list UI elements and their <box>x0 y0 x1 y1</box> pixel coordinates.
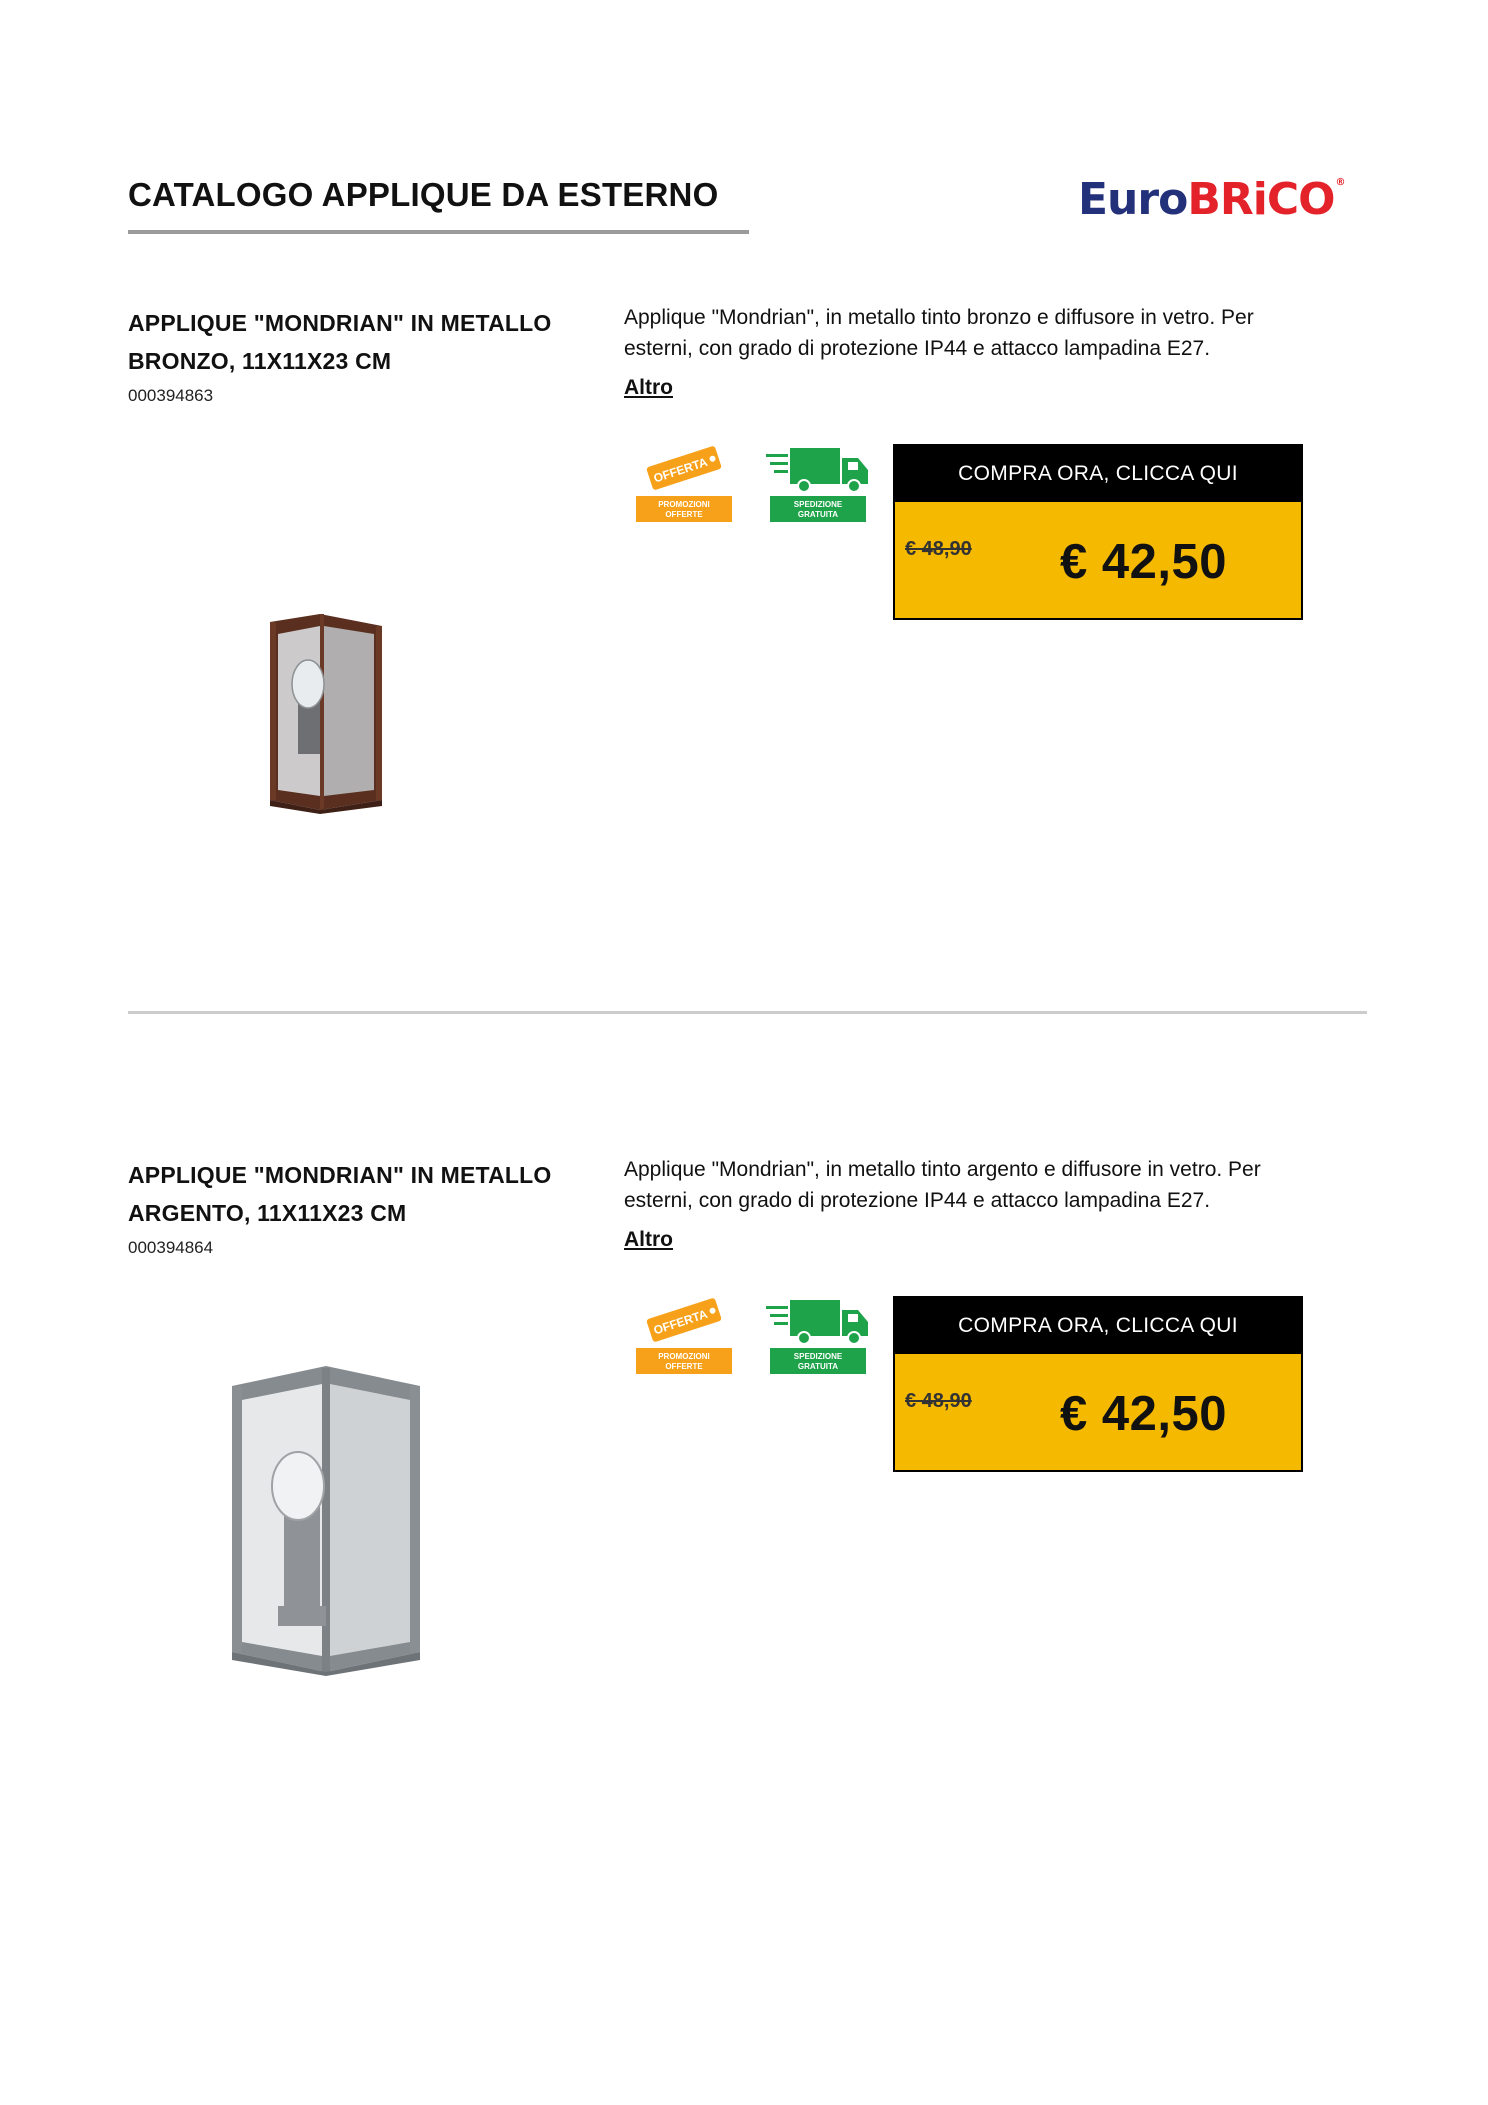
buy-now-label: COMPRA ORA, CLICCA QUI <box>895 446 1301 502</box>
new-price: € 42,50 <box>1060 535 1227 589</box>
product-name-line: APPLIQUE "MONDRIAN" IN METALLO <box>128 310 552 336</box>
buy-now-label: COMPRA ORA, CLICCA QUI <box>895 1298 1301 1354</box>
buy-now-button[interactable] <box>893 444 1303 620</box>
product-description <box>624 302 1324 364</box>
offer-badge-line1: PROMOZIONI <box>658 1352 710 1361</box>
offer-badge-line1: PROMOZIONI <box>658 500 710 509</box>
product-code: 000394863 <box>128 386 214 405</box>
product-code: 000394864 <box>128 1238 214 1257</box>
offer-badge-line2: OFFERTE <box>665 510 703 519</box>
more-link[interactable]: Altro <box>624 376 673 399</box>
product-card <box>0 304 1488 1004</box>
new-price: € 42,50 <box>1060 1387 1227 1441</box>
more-link[interactable]: Altro <box>624 1228 673 1251</box>
product-card <box>0 1156 1488 1856</box>
old-price: € 48,90 <box>905 1390 972 1412</box>
product-description <box>624 1154 1324 1216</box>
product-name <box>128 304 598 380</box>
eurobrico-logo <box>1078 174 1345 225</box>
ship-badge-line2: GRATUITA <box>797 1362 839 1371</box>
offer-badge-label: OFFERTA <box>651 454 710 486</box>
free-shipping-badge-icon <box>766 1296 870 1376</box>
logo-text-euro: Euro <box>1078 174 1188 225</box>
silver-wall-lamp-image <box>228 1356 424 1676</box>
product-name-line: BRONZO, 11X11X23 CM <box>128 348 392 374</box>
page-title: CATALOGO APPLIQUE DA ESTERNO <box>128 176 719 213</box>
product-name-line: ARGENTO, 11X11X23 CM <box>128 1200 407 1226</box>
description-line: esterni, con grado di protezione IP44 e attacco lampadina E27. <box>624 337 1211 360</box>
product-name <box>128 1156 598 1232</box>
offer-badge-icon <box>634 444 734 524</box>
section-divider <box>128 1011 1367 1014</box>
old-price: € 48,90 <box>905 538 972 560</box>
offer-badge-icon <box>634 1296 734 1376</box>
description-line: Applique "Mondrian", in metallo tinto bronzo e diffusore in vetro. Per <box>624 306 1254 329</box>
logo-registered-mark: ® <box>1335 177 1345 188</box>
description-line: esterni, con grado di protezione IP44 e attacco lampadina E27. <box>624 1189 1211 1212</box>
ship-badge-line1: SPEDIZIONE <box>793 1352 843 1361</box>
ship-badge-line1: SPEDIZIONE <box>793 500 843 509</box>
buy-now-button[interactable] <box>893 1296 1303 1472</box>
ship-badge-line2: GRATUITA <box>797 510 839 519</box>
bronze-wall-lamp-image <box>258 604 382 814</box>
title-divider <box>128 230 749 234</box>
description-line: Applique "Mondrian", in metallo tinto argento e diffusore in vetro. Per <box>624 1158 1261 1181</box>
free-shipping-badge-icon <box>766 444 870 524</box>
offer-badge-line2: OFFERTE <box>665 1362 703 1371</box>
offer-badge-label: OFFERTA <box>651 1306 710 1338</box>
logo-text-brico: BRiCO <box>1187 174 1335 225</box>
product-name-line: APPLIQUE "MONDRIAN" IN METALLO <box>128 1162 552 1188</box>
